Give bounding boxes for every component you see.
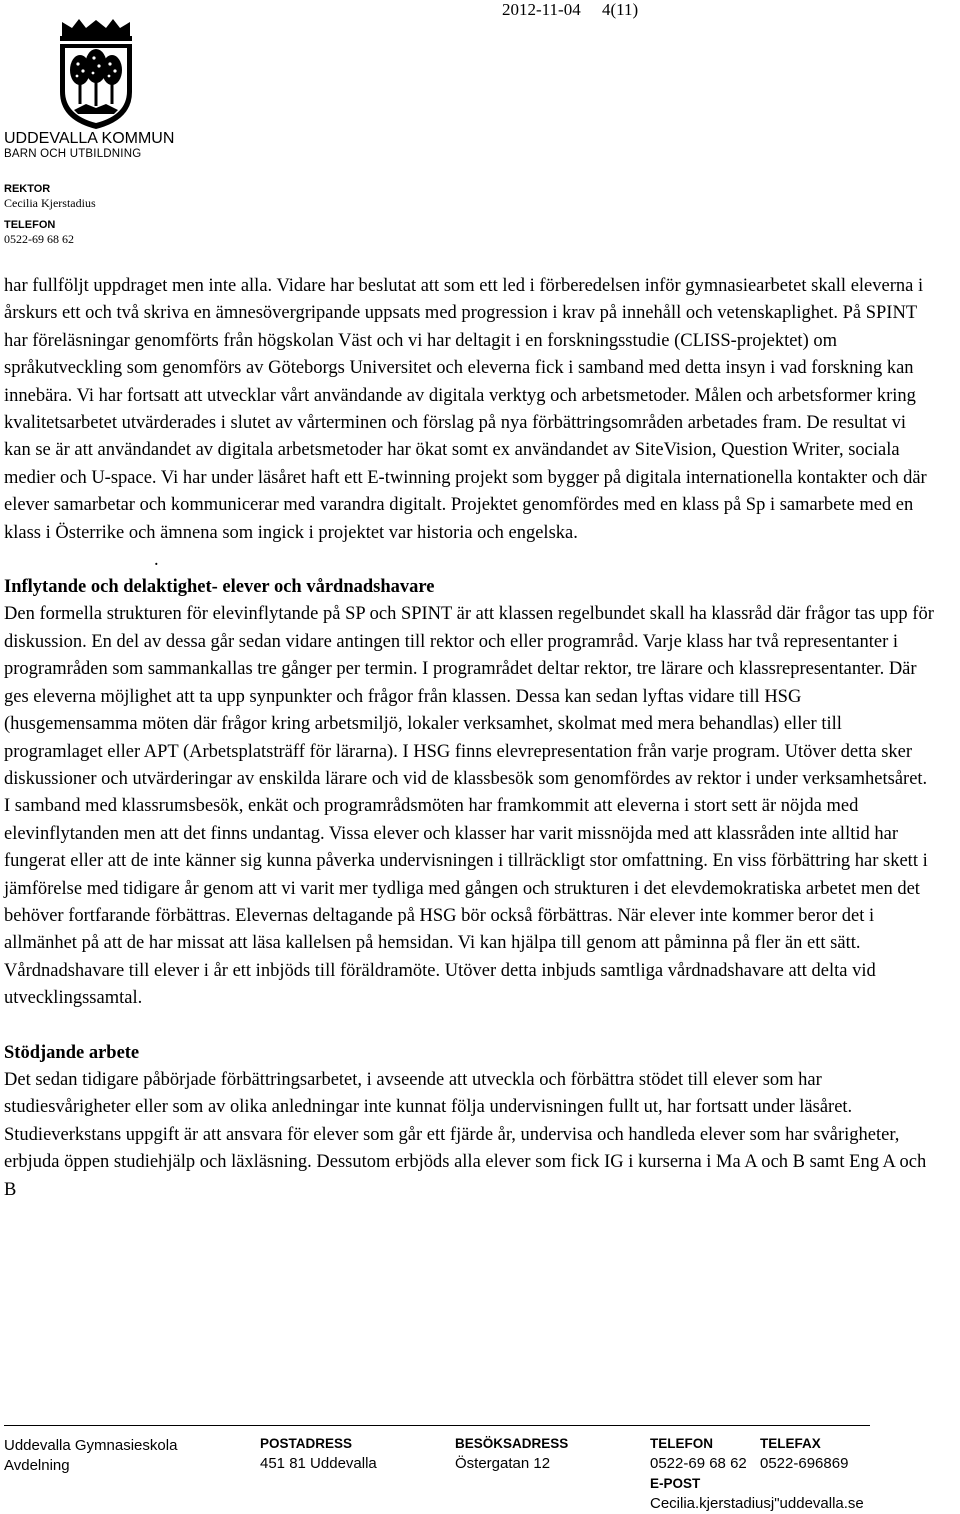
page-number: 4(11) [601,0,639,19]
postal-address: 451 81 Uddevalla [260,1455,377,1472]
uddevalla-crest-icon [40,18,152,130]
footer-phone: 0522-69 68 62 [650,1455,747,1472]
contact-block [4,182,96,246]
role-label: REKTOR [4,183,51,195]
footer-email: Cecilia.kjerstadiusj"uddevalla.se [650,1495,864,1512]
contact-phone: 0522-69 68 62 [4,232,74,246]
footer-phone-label: TELEFON [650,1436,713,1451]
phone-label: TELEFON [4,219,56,231]
footer-unit: Avdelning [4,1457,70,1474]
footer-fax: 0522-696869 [760,1455,849,1472]
contact-person: Cecilia Kjerstadius [4,196,96,210]
organization-block [4,130,174,162]
section-heading-inflytande: Inflytande och delaktighet- elever och vårdnadshavare [4,577,435,598]
document-date: 2012-11-04 [502,0,581,19]
footer-school-block [4,1436,177,1476]
stray-dot: . [154,550,159,571]
footer-divider [4,1425,870,1426]
footer-school: Uddevalla Gymnasieskola [4,1437,178,1454]
visit-label: BESÖKSADRESS [455,1436,569,1451]
paragraph-stodjande: Det sedan tidigare påbörjade förbättringsarbetet, i avseende att utveckla och förbättra stödet till elever som har studiesvårigheter eller som av olika anledningar inte kunnat följa undervisningen fullt ut, har fortsatt under läsåret. Studieverkstans uppgift är att ansvara för elever som går ett fjärde år, undervisa och handleda elever som har svårigheter, erbjuda öppen studiehjälp och läxläsning. Dessutom erbjöds alla elever som fick IG i kurserna i Ma A och B samt Eng A och B [4,1069,927,1200]
section-heading-stodjande: Stödjande arbete [4,1042,140,1063]
page-header [502,0,638,20]
paragraph-inflytande: Den formella strukturen för elevinflytande på SP och SPINT är att klassen regelbundet skall ha klassråd där frågor tas upp för diskussion. En del av dessa går sedan vidare antingen till rektor och eller programråd. Varje klass har två representanter i programråden som sammankallas tre gånger per termin. I programrådet deltar rektor, tre lärare och klassrepresentanter. Där ges eleverna möjlighet att ta upp synpunkter och frågor från klassen. Dessa kan sedan lyftas vidare till HSG (husgemensamma möten där frågor kring arbetsmiljö, lokaler verksamhet, skolmat med mera behandlas) eller till programlaget eller APT (Arbetsplatsträff för lärarna). I HSG finns elevrepresentation från varje program. Utöver detta sker diskussioner och utvärderingar av enskilda lärare och vid de klassbesök som genomfördes av rektor i under verksamhetsåret. I samband med klassrumsbesök, enkät och programrådsmöten har framkommit att eleverna i stort sett är nöjda med elevinflytanden men att det finns undantag. Vissa elever och klasser har varit missnöjda med att klassråden inte alltid har fungerat eller att de inte känner sig kunna påverka undervisningen i tillräckligt stor omfattning. En viss förbättring har skett i jämförelse med tidigare år genom att vi varit mer tydliga med gången och strukturen i det elevdemokratiska arbetet men det behöver fortfarande förbättras. Elevernas deltagande på HSG bör också förbättras. När elever inte kommer beror det i allmänhet på att de har missat att läsa kallelsen på hemsidan. Vi kan hjälpa till genom att påminna på fler än ett sätt. Vårdnadshavare till elever i år ett inbjöds till föräldramöte. Utöver detta inbjuds samtliga vårdnadshavare att delta vid utvecklingssamtal. [4,604,934,1009]
email-label: E-POST [650,1476,701,1491]
document-body [4,273,934,1204]
footer-visit-block [455,1434,568,1474]
organization-department: BARN OCH UTBILDNING [4,148,142,160]
visit-address: Östergatan 12 [455,1455,551,1472]
postal-label: POSTADRESS [260,1436,353,1451]
footer-fax-block [760,1434,848,1474]
organization-name: UDDEVALLA KOMMUN [4,130,175,147]
fax-label: TELEFAX [760,1436,821,1451]
footer-postal-block [260,1434,377,1474]
paragraph-digital: har fullföljt uppdraget men inte alla. Vidare har beslutat att som ett led i förberedelsen inför gymnasiearbetet skall eleverna i årskurs ett och två skriva en ämnesövergripande uppsats med progression i krav på innehåll och vetenskaplighet. På SPINT har föreläsningar genomförts från högskolan Väst och vi har deltagit i en forskningsstudie (CLISS-projektet) om språkutveckling som genomförs av Göteborgs Universitet och eleverna fick i samband med detta insyn i vad forskning kan innebära. Vi har fortsatt att utvecklar vårt användande av digitala verktyg och arbetsmetoder. Målen och arbetsformer kring kvalitetsarbetet utvärderades i slutet av vårterminen och förslag på nya förbättringsområden arbetades fram. De resultat vi kan se är att användandet av digitala arbetsmetoder har ökat somt ex användandet av SiteVision, Question Writer, sociala medier och U-space. Vi har under läsåret haft ett E-twinning projekt som bygger på digitala internationella kontakter och där elever samarbetar och kommunicerar med varandra digitalt. Projektet genomfördes med en klass på Sp i samarbete med en klass i Österrike och ämnena som ingick i projektet var historia och engelska. [4,276,927,543]
